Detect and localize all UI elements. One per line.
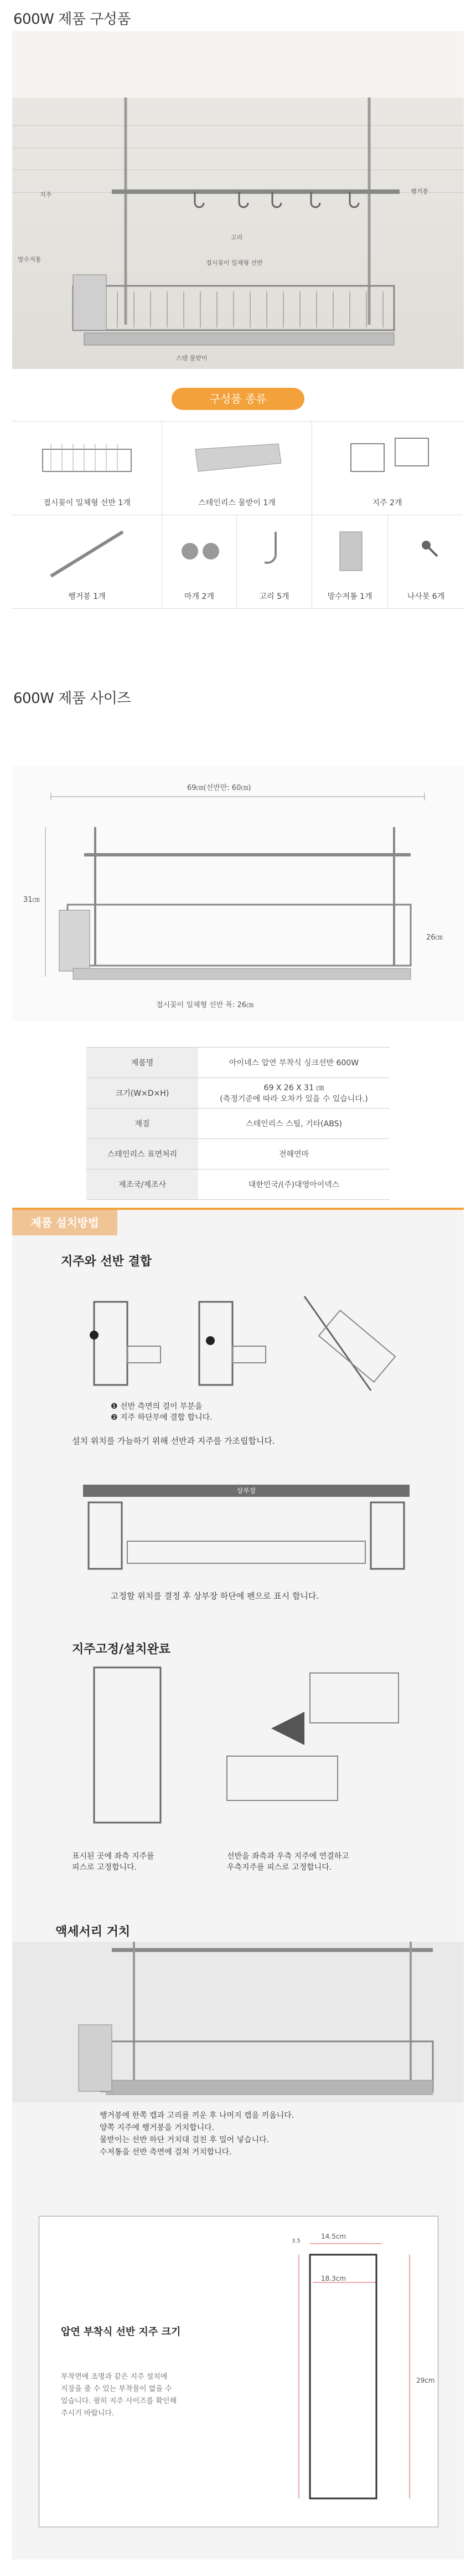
spec-row — [86, 1109, 390, 1139]
step1-note-2: ❷ 지주 하단부에 결합 합니다. — [111, 1413, 213, 1422]
component-cell — [237, 515, 312, 609]
screw-icon — [418, 537, 441, 560]
spec-value: 스테인리스 스틸, 기타(ABS) — [198, 1109, 390, 1139]
step2-right-2: 우측지주를 피스로 고정합니다. — [227, 1863, 332, 1872]
dim-top: 14.5cm — [321, 2233, 346, 2240]
component-cell — [162, 422, 312, 515]
height-label: 31㎝ — [23, 896, 40, 904]
component-name: 스테인리스 물받이 1개 — [198, 499, 276, 507]
spec-value: 아이네스 압연 부착식 싱크선반 600W — [198, 1048, 390, 1078]
component-name: 망수저통 1개 — [327, 592, 372, 601]
spec-key: 제조국/제조사 — [86, 1169, 198, 1200]
component-cell — [388, 515, 464, 609]
section-title-components: 600W 제품 구성품 — [13, 11, 131, 28]
component-name: 접시꽂이 일체형 선반 1개 — [43, 499, 131, 507]
step1-illustration — [83, 1280, 410, 1402]
step3-illustration — [12, 1942, 464, 2102]
spec-row — [86, 1169, 390, 1200]
pillar-size-drawing — [288, 2233, 421, 2510]
step2-illustration — [72, 1662, 421, 1834]
step1-cabinet-illustration — [83, 1497, 410, 1580]
component-cell — [312, 515, 388, 609]
step2-left-2: 피스로 고정합니다. — [72, 1863, 137, 1872]
component-cell — [162, 515, 237, 609]
step3-line-3: 물받이는 선반 하단 거치대 걸친 후 밀어 넣습니다. — [100, 2136, 270, 2144]
spec-value — [198, 1078, 390, 1109]
dim-inner: 18.3cm — [321, 2275, 346, 2282]
component-name: 행거봉 1개 — [68, 592, 106, 601]
spec-row — [86, 1139, 390, 1169]
component-cell — [312, 422, 462, 515]
section-title-size: 600W 제품 사이즈 — [13, 690, 131, 707]
label-tray: 스텐 물받이 — [176, 355, 208, 362]
step3-title: 액세서리 거치 — [55, 1925, 131, 1939]
step2-title: 지주고정/설치완료 — [72, 1643, 171, 1656]
spec-row — [86, 1048, 390, 1078]
step2-left-1: 표시된 곳에 좌측 지주를 — [72, 1852, 154, 1861]
rack-illustration — [12, 31, 464, 369]
pillar-size-title: 압연 부착식 선반 지주 크기 — [61, 2326, 181, 2338]
label-hook: 고리 — [231, 234, 243, 241]
spec-row — [86, 1078, 390, 1109]
width-label: 69㎝(선반만: 60㎝) — [187, 784, 251, 792]
step1-title: 지주와 선반 결합 — [61, 1255, 152, 1269]
component-cell — [12, 515, 162, 609]
pillar-size-text-3: 있습니다. 필히 지주 사이즈를 확인해 — [61, 2397, 177, 2405]
cabinet-label: 상부장 — [83, 1485, 410, 1497]
spec-key: 재질 — [86, 1109, 198, 1139]
size-photo — [12, 766, 464, 1021]
components-grid — [12, 421, 464, 610]
step1-note-1: ❶ 선반 측면의 걸이 부분을 — [111, 1402, 203, 1411]
spec-value: 전해연마 — [198, 1139, 390, 1169]
utensil-cup-icon — [334, 526, 368, 576]
cap-icon — [179, 537, 223, 565]
component-name: 나사못 6개 — [407, 592, 445, 601]
pillar-size-text-4: 주시기 바랍니다. — [61, 2409, 115, 2418]
step2-right-1: 선반을 좌측과 우측 지주에 연결하고 — [227, 1852, 349, 1861]
step3-photo — [12, 1942, 464, 2102]
components-title-pill: 구성품 종류 — [172, 388, 304, 410]
bar-icon — [45, 526, 128, 582]
step1-text2: 고정할 위치를 결정 후 상부장 하단에 펜으로 표시 합니다. — [111, 1591, 319, 1601]
product-photo — [12, 31, 464, 369]
label-hanger: 행거봉 — [411, 188, 428, 195]
pillar-icon — [345, 433, 434, 483]
spec-key: 제품명 — [86, 1048, 198, 1078]
tray-icon — [190, 438, 284, 477]
component-name: 마개 2개 — [184, 592, 214, 601]
step3-line-2: 양쪽 지주에 행거봉을 거치합니다. — [100, 2123, 215, 2132]
hook-icon — [262, 526, 289, 576]
spec-key: 크기(W×D×H) — [86, 1078, 198, 1109]
pillar-size-text-1: 부착면에 조명과 같은 지주 설치에 — [61, 2373, 168, 2381]
dim-height: 29cm — [416, 2377, 435, 2384]
spec-key: 스테인리스 표면처리 — [86, 1139, 198, 1169]
spec-value-line: 69 X 26 X 31 ㎝ — [263, 1084, 324, 1092]
pillar-size-text-2: 지장을 줄 수 있는 부착물이 없을 수 — [61, 2385, 172, 2393]
install-tab: 제품 설치방법 — [12, 1210, 117, 1235]
spec-value: 대한민국/(주)대영아이넥스 — [198, 1169, 390, 1200]
dim-small: 3.5 — [292, 2238, 301, 2244]
component-cell — [12, 422, 162, 515]
label-shelf: 접시꽂이 일체형 선반 — [206, 259, 263, 266]
step1-text: 설치 위치를 가늠하기 위해 선반과 지주를 가조립합니다. — [72, 1436, 275, 1446]
size-illustration — [12, 766, 464, 1021]
step3-line-4: 수저통을 선반 측면에 걸쳐 거치합니다. — [100, 2148, 232, 2157]
component-name: 고리 5개 — [259, 592, 289, 601]
label-pillar: 지주 — [40, 191, 52, 198]
component-name: 지주 2개 — [372, 499, 402, 507]
spec-table — [86, 1047, 390, 1200]
spec-value-note: (측정기준에 따라 오차가 있을 수 있습니다.) — [220, 1095, 368, 1104]
dish-rack-icon — [40, 438, 134, 477]
size-caption: 접시꽂이 일체형 선반 폭: 26㎝ — [156, 1001, 254, 1009]
step3-line-1: 행거봉에 한쪽 캡과 고리를 끼운 후 나머지 캡을 끼웁니다. — [100, 2111, 294, 2120]
depth-label: 26㎝ — [426, 933, 443, 942]
label-utensil: 망수저통 — [18, 256, 42, 263]
